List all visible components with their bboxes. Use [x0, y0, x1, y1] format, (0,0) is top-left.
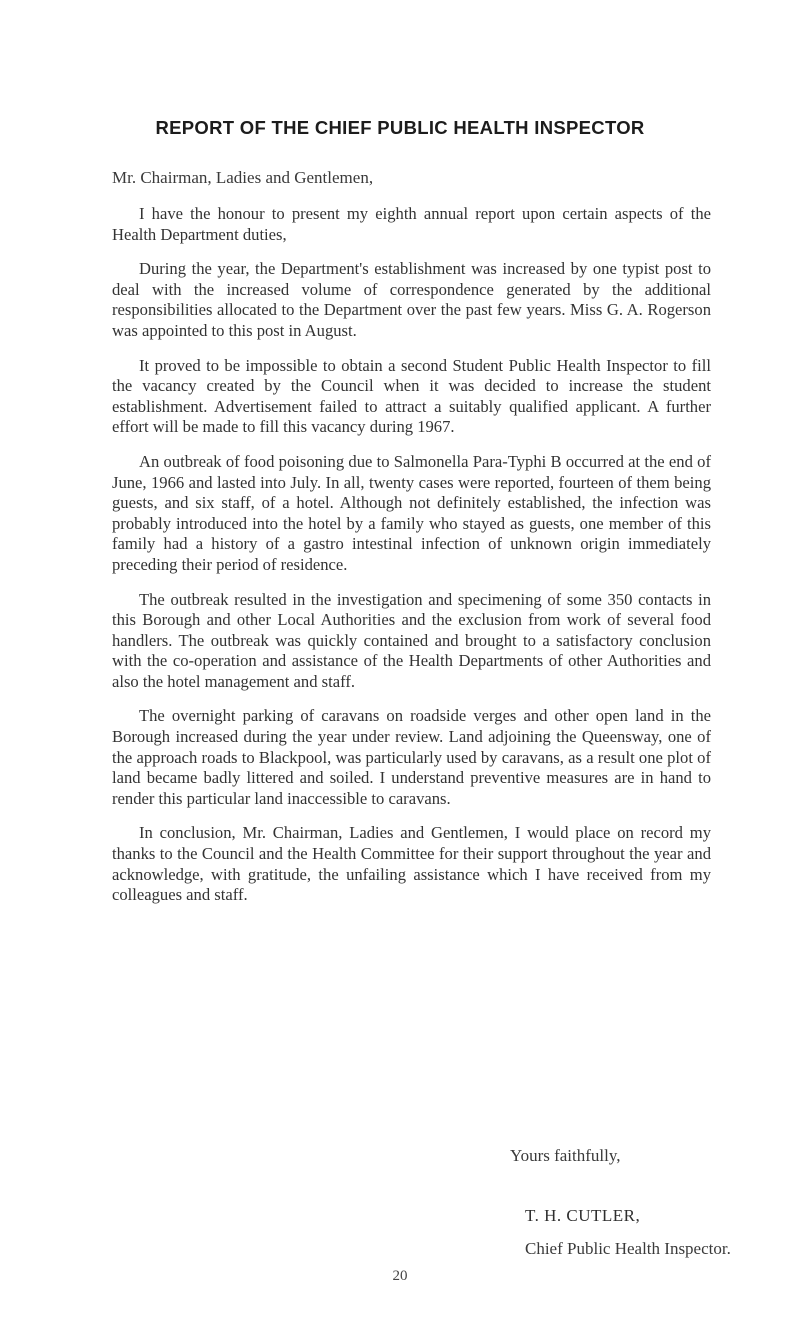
- paragraph-conclusion: In conclusion, Mr. Chairman, Ladies and Gentlemen, I would place on record my thanks to the Council and the Health Committee for their support throughout the year and acknowledge, with gratitude, the unfailing assistance which I have received from my colleagues and staff.: [112, 823, 711, 905]
- paragraph-caravans: The overnight parking of caravans on roadside verges and other open land in the Borough increased during the year under review. Land adjoining the Queensway, one of the approach roads to Blackpool, was particularly used by caravans, as a result one plot of land became badly littered and soiled. I understand preventive measures are in hand to render this particular land inaccessible to caravans.: [112, 706, 711, 808]
- paragraph-intro: I have the honour to present my eighth annual report upon certain aspects of the Health Department duties,: [112, 204, 711, 244]
- signer-name: T. H. CUTLER,: [525, 1206, 641, 1225]
- paragraph-outbreak-investigation: The outbreak resulted in the investigation and specimening of some 350 contacts in this Borough and other Local Authorities and the exclusion from work of several food handlers. The outbreak was quickly contained and brought to a satisfactory conclusion with the co-operation and assistance of the Health Departments of other Authorities and also the hotel management and staff.: [112, 589, 711, 691]
- paragraph-establishment: During the year, the Department's establishment was increased by one typist post to deal with the increased volume of correspondence generated by the additional responsibilities allocated to the Department over the past few years. Miss G. A. Rogerson was appointed to this post in August.: [112, 259, 711, 340]
- salutation: Mr. Chairman, Ladies and Gentlemen,: [112, 168, 374, 187]
- page-number: 20: [392, 1268, 408, 1284]
- report-title: REPORT OF THE CHIEF PUBLIC HEALTH INSPECTOR: [155, 117, 645, 138]
- paragraph-food-poisoning: An outbreak of food poisoning due to Salmonella Para-Typhi B occurred at the end of June, 1966 and lasted into July. In all, twenty cases were reported, fourteen of them being guests, and six staff, of a hotel. Although not definitely established, the infection was probably introduced into the hotel by a family who stayed as guests, one member of this family had a history of a gastro intestinal infection of unknown origin immediately preceding their period of residence.: [112, 451, 711, 574]
- paragraph-student-inspector: It proved to be impossible to obtain a second Student Public Health Inspector to fill the vacancy created by the Council when it was decided to increase the student establishment. Advertisement failed to attract a suitably qualified applicant. A further effort will be made to fill this vacancy during 1967.: [112, 355, 711, 437]
- report-body: [112, 204, 711, 920]
- signer-title: Chief Public Health Inspector.: [525, 1239, 731, 1258]
- closing-line: Yours faithfully,: [510, 1146, 621, 1165]
